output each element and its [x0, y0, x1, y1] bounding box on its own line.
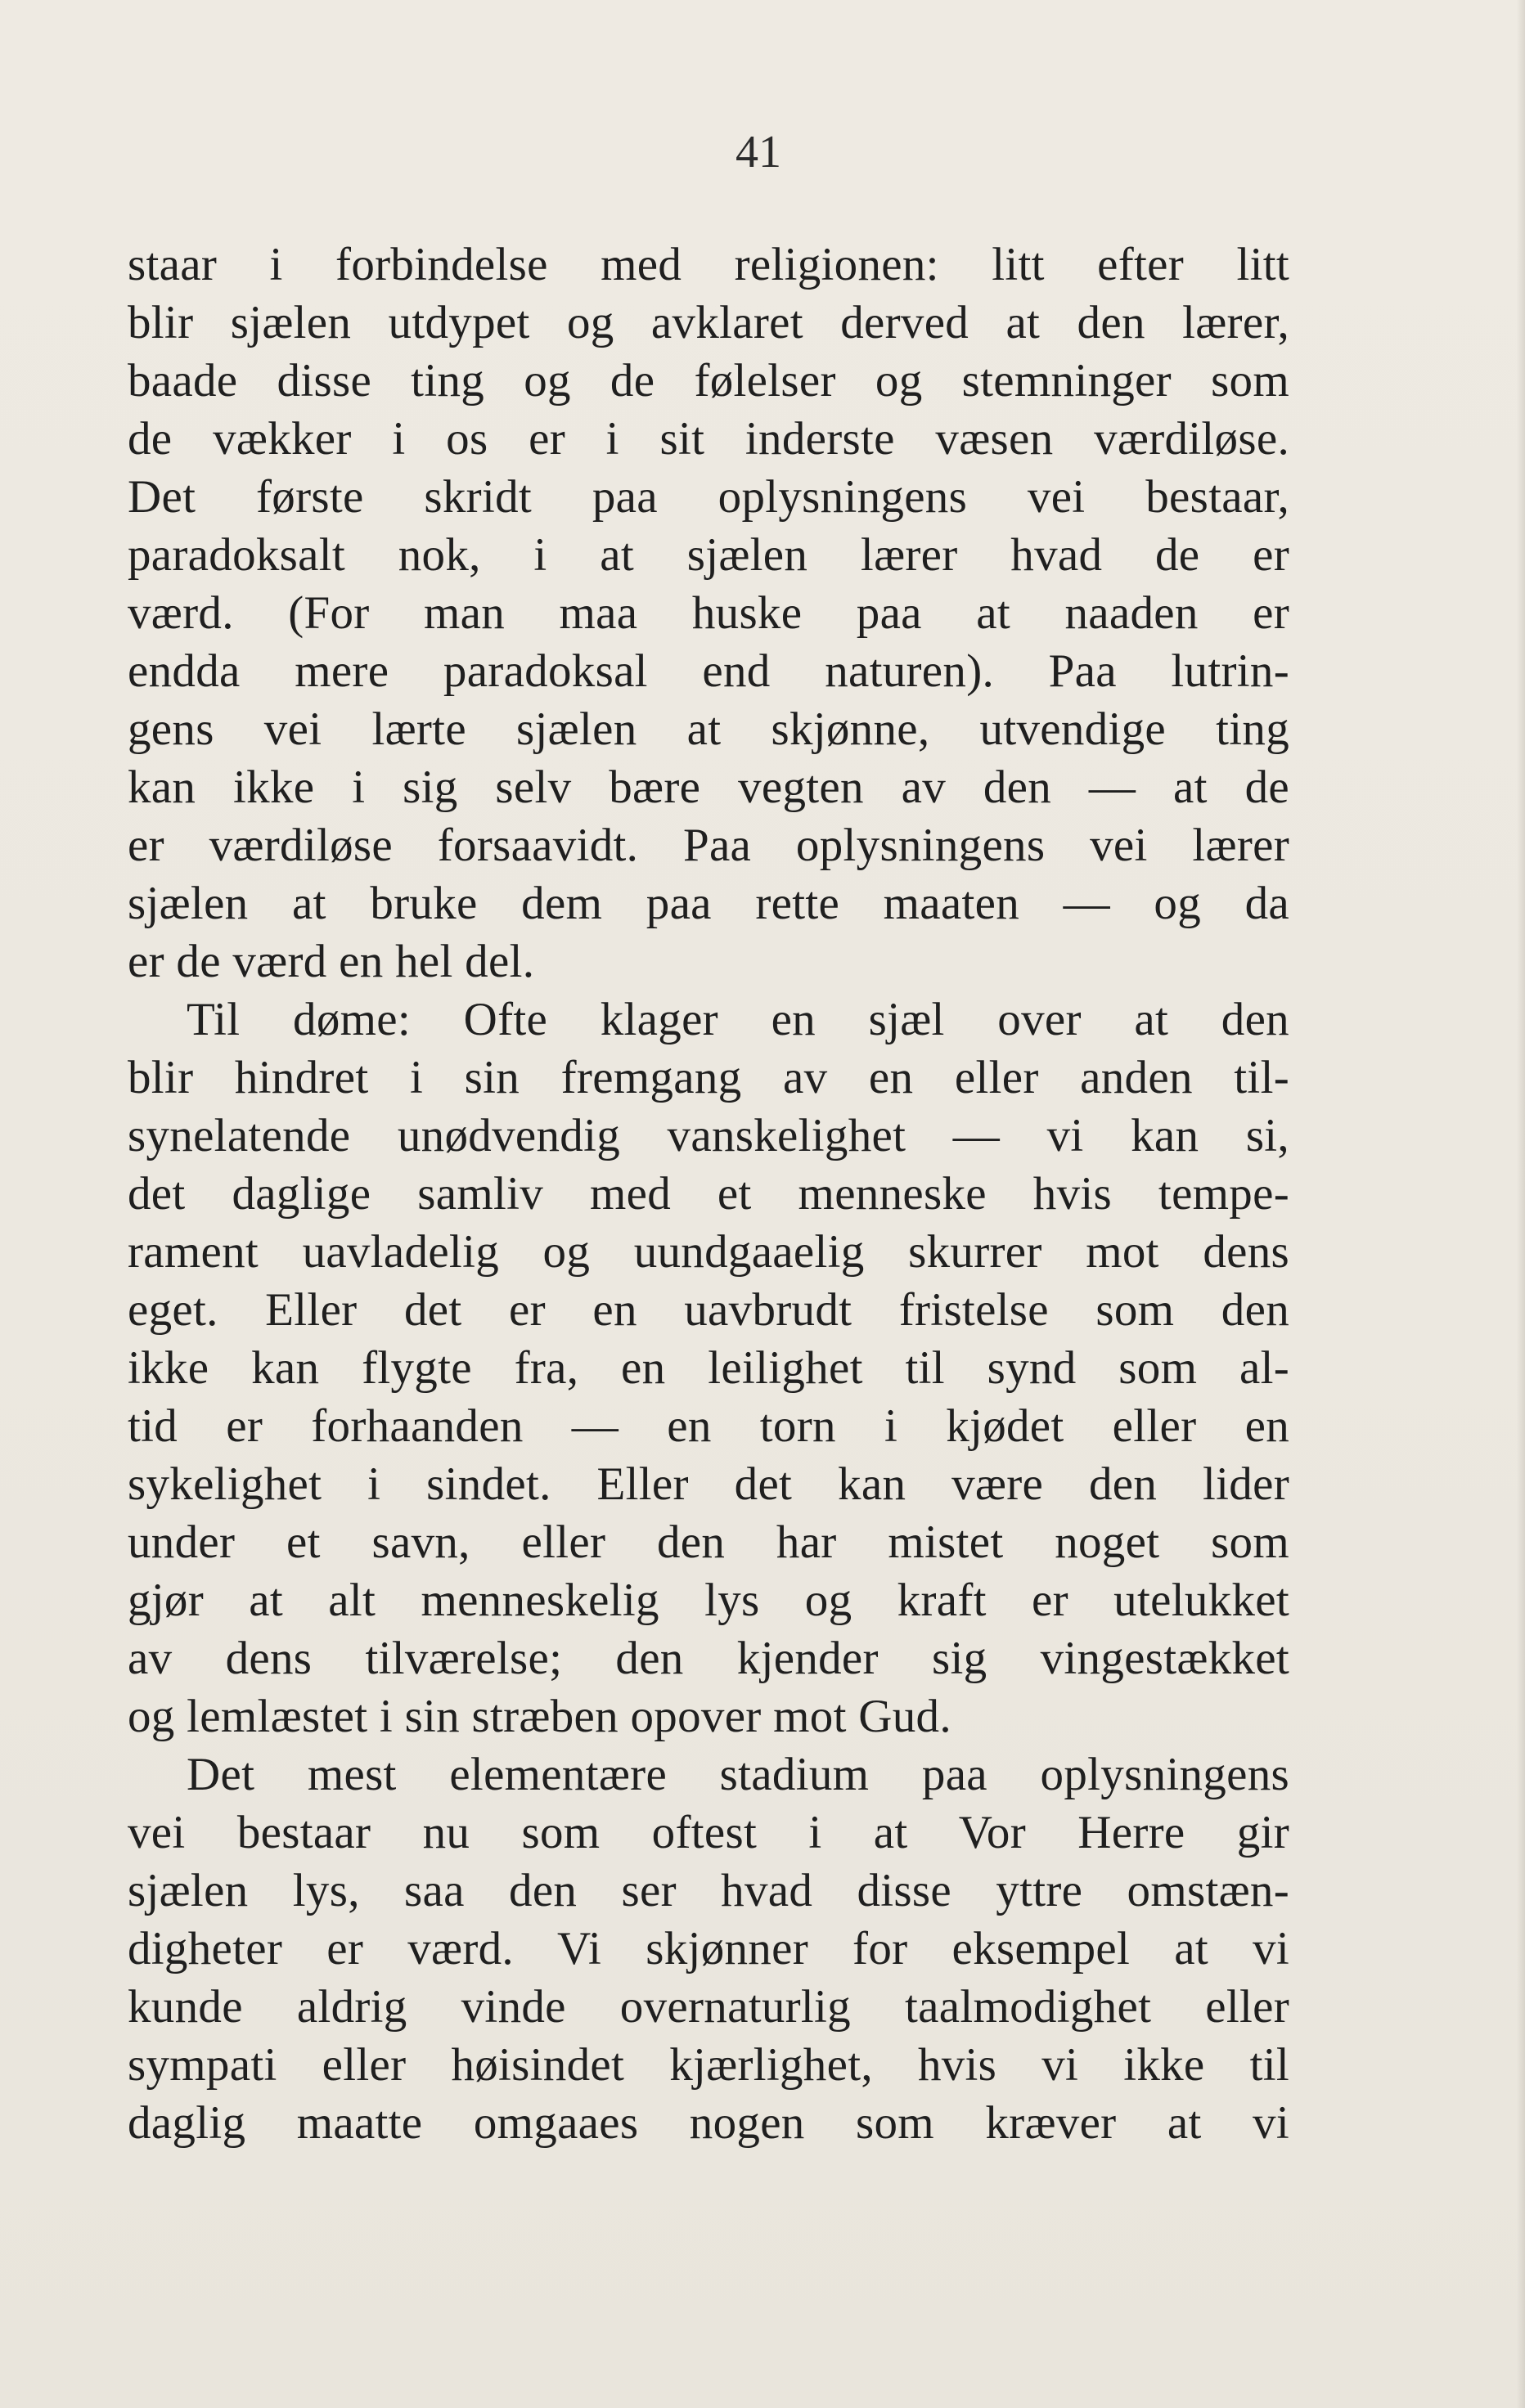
paragraph	[128, 236, 1289, 991]
text-line: Det første skridt paa oplysningens vei bestaar,	[128, 471, 1289, 523]
text-line: staar i forbindelse med religionen: litt efter litt	[128, 239, 1289, 290]
text-line: under et savn, eller den har mistet noget som	[128, 1516, 1289, 1568]
body-text	[128, 236, 1289, 2152]
text-line: værd. (For man maa huske paa at naaden er	[128, 587, 1289, 639]
page-edge-shadow	[1517, 0, 1525, 2408]
text-line: sjælen lys, saa den ser hvad disse yttre omstæn-	[128, 1865, 1289, 1916]
text-line: rament uavladelig og uundgaaelig skurrer mot dens	[128, 1226, 1289, 1278]
text-line: baade disse ting og de følelser og stemninger som	[128, 355, 1289, 407]
paragraph	[128, 1745, 1289, 2152]
text-line: synelatende unødvendig vanskelighet — vi kan si,	[128, 1110, 1289, 1161]
text-line: sykelighet i sindet. Eller det kan være den lider	[128, 1458, 1289, 1510]
text-line: vei bestaar nu som oftest i at Vor Herre gir	[128, 1807, 1289, 1858]
text-line: digheter er værd. Vi skjønner for eksempel at vi	[128, 1923, 1289, 1974]
text-line: blir sjælen utdypet og avklaret derved at den lærer,	[128, 297, 1289, 348]
text-line: endda mere paradoksal end naturen). Paa lutrin-	[128, 645, 1289, 697]
text-line: daglig maatte omgaaes nogen som kræver at vi	[128, 2097, 1289, 2149]
text-line: sjælen at bruke dem paa rette maaten — og da	[128, 878, 1289, 929]
text-line: er de værd en hel del.	[128, 936, 535, 987]
text-line: ikke kan flygte fra, en leilighet til synd som al-	[128, 1342, 1289, 1394]
text-line: og lemlæstet i sin stræben opover mot Gud.	[128, 1691, 951, 1742]
text-line: Til døme: Ofte klager en sjæl over at den	[187, 994, 1289, 1045]
text-line: sympati eller høisindet kjærlighet, hvis vi ikke til	[128, 2039, 1289, 2091]
text-line: er værdiløse forsaavidt. Paa oplysningens vei lærer	[128, 820, 1289, 871]
text-line: av dens tilværelse; den kjender sig vingestækket	[128, 1633, 1289, 1684]
paragraph	[128, 991, 1289, 1745]
text-line: blir hindret i sin fremgang av en eller anden til-	[128, 1052, 1289, 1103]
text-line: de vækker i os er i sit inderste væsen værdiløse.	[128, 413, 1289, 465]
text-line: eget. Eller det er en uavbrudt fristelse som den	[128, 1284, 1289, 1336]
text-line: gens vei lærte sjælen at skjønne, utvendige ting	[128, 703, 1289, 755]
text-line: det daglige samliv med et menneske hvis tempe-	[128, 1168, 1289, 1220]
text-line: kunde aldrig vinde overnaturlig taalmodighet eller	[128, 1981, 1289, 2033]
text-line: gjør at alt menneskelig lys og kraft er utelukket	[128, 1575, 1289, 1626]
text-line: paradoksalt nok, i at sjælen lærer hvad de er	[128, 529, 1289, 581]
page-number: 41	[736, 127, 781, 177]
text-line: tid er forhaanden — en torn i kjødet eller en	[128, 1400, 1289, 1452]
text-line: kan ikke i sig selv bære vegten av den — at de	[128, 761, 1289, 813]
text-line: Det mest elementære stadium paa oplysningens	[187, 1749, 1289, 1800]
